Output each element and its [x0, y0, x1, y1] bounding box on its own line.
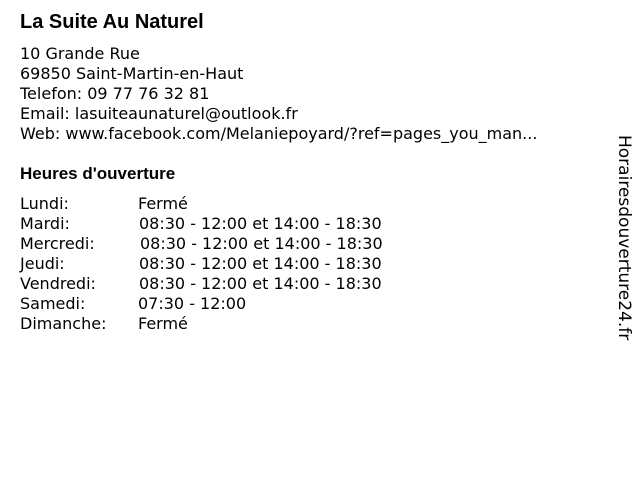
- business-name: La Suite Au Naturel: [20, 11, 204, 33]
- site-watermark-text: Horairesdouverture24.fr: [614, 135, 634, 341]
- address-street: 10 Grande Rue: [20, 44, 140, 63]
- day-label: Samedi:: [20, 294, 86, 313]
- day-hours: 08:30 - 12:00 et 14:00 - 18:30: [139, 274, 382, 293]
- day-hours: 08:30 - 12:00 et 14:00 - 18:30: [140, 234, 383, 253]
- day-label: Mercredi:: [20, 234, 95, 253]
- contact-info: [20, 44, 600, 144]
- day-hours: 07:30 - 12:00: [138, 294, 247, 313]
- day-label: Mardi:: [20, 214, 70, 233]
- day-hours: 08:30 - 12:00 et 14:00 - 18:30: [139, 254, 382, 273]
- email-line: Email: lasuiteaunaturel@outlook.fr: [20, 104, 298, 123]
- web-line: Web: www.facebook.com/Melaniepoyard/?ref=pages_you_man...: [20, 124, 538, 143]
- day-label: Dimanche:: [20, 314, 107, 333]
- site-watermark: [613, 135, 635, 375]
- opening-hours-heading: Heures d'ouverture: [20, 164, 176, 183]
- day-label: Lundi:: [20, 194, 69, 213]
- day-label: Vendredi:: [20, 274, 96, 293]
- day-hours: Fermé: [138, 194, 188, 213]
- day-hours: 08:30 - 12:00 et 14:00 - 18:30: [139, 214, 382, 233]
- day-hours: Fermé: [138, 314, 188, 333]
- phone-line: Telefon: 09 77 76 32 81: [20, 84, 210, 103]
- day-label: Jeudi:: [20, 254, 65, 273]
- address-city: 69850 Saint-Martin-en-Haut: [20, 64, 244, 83]
